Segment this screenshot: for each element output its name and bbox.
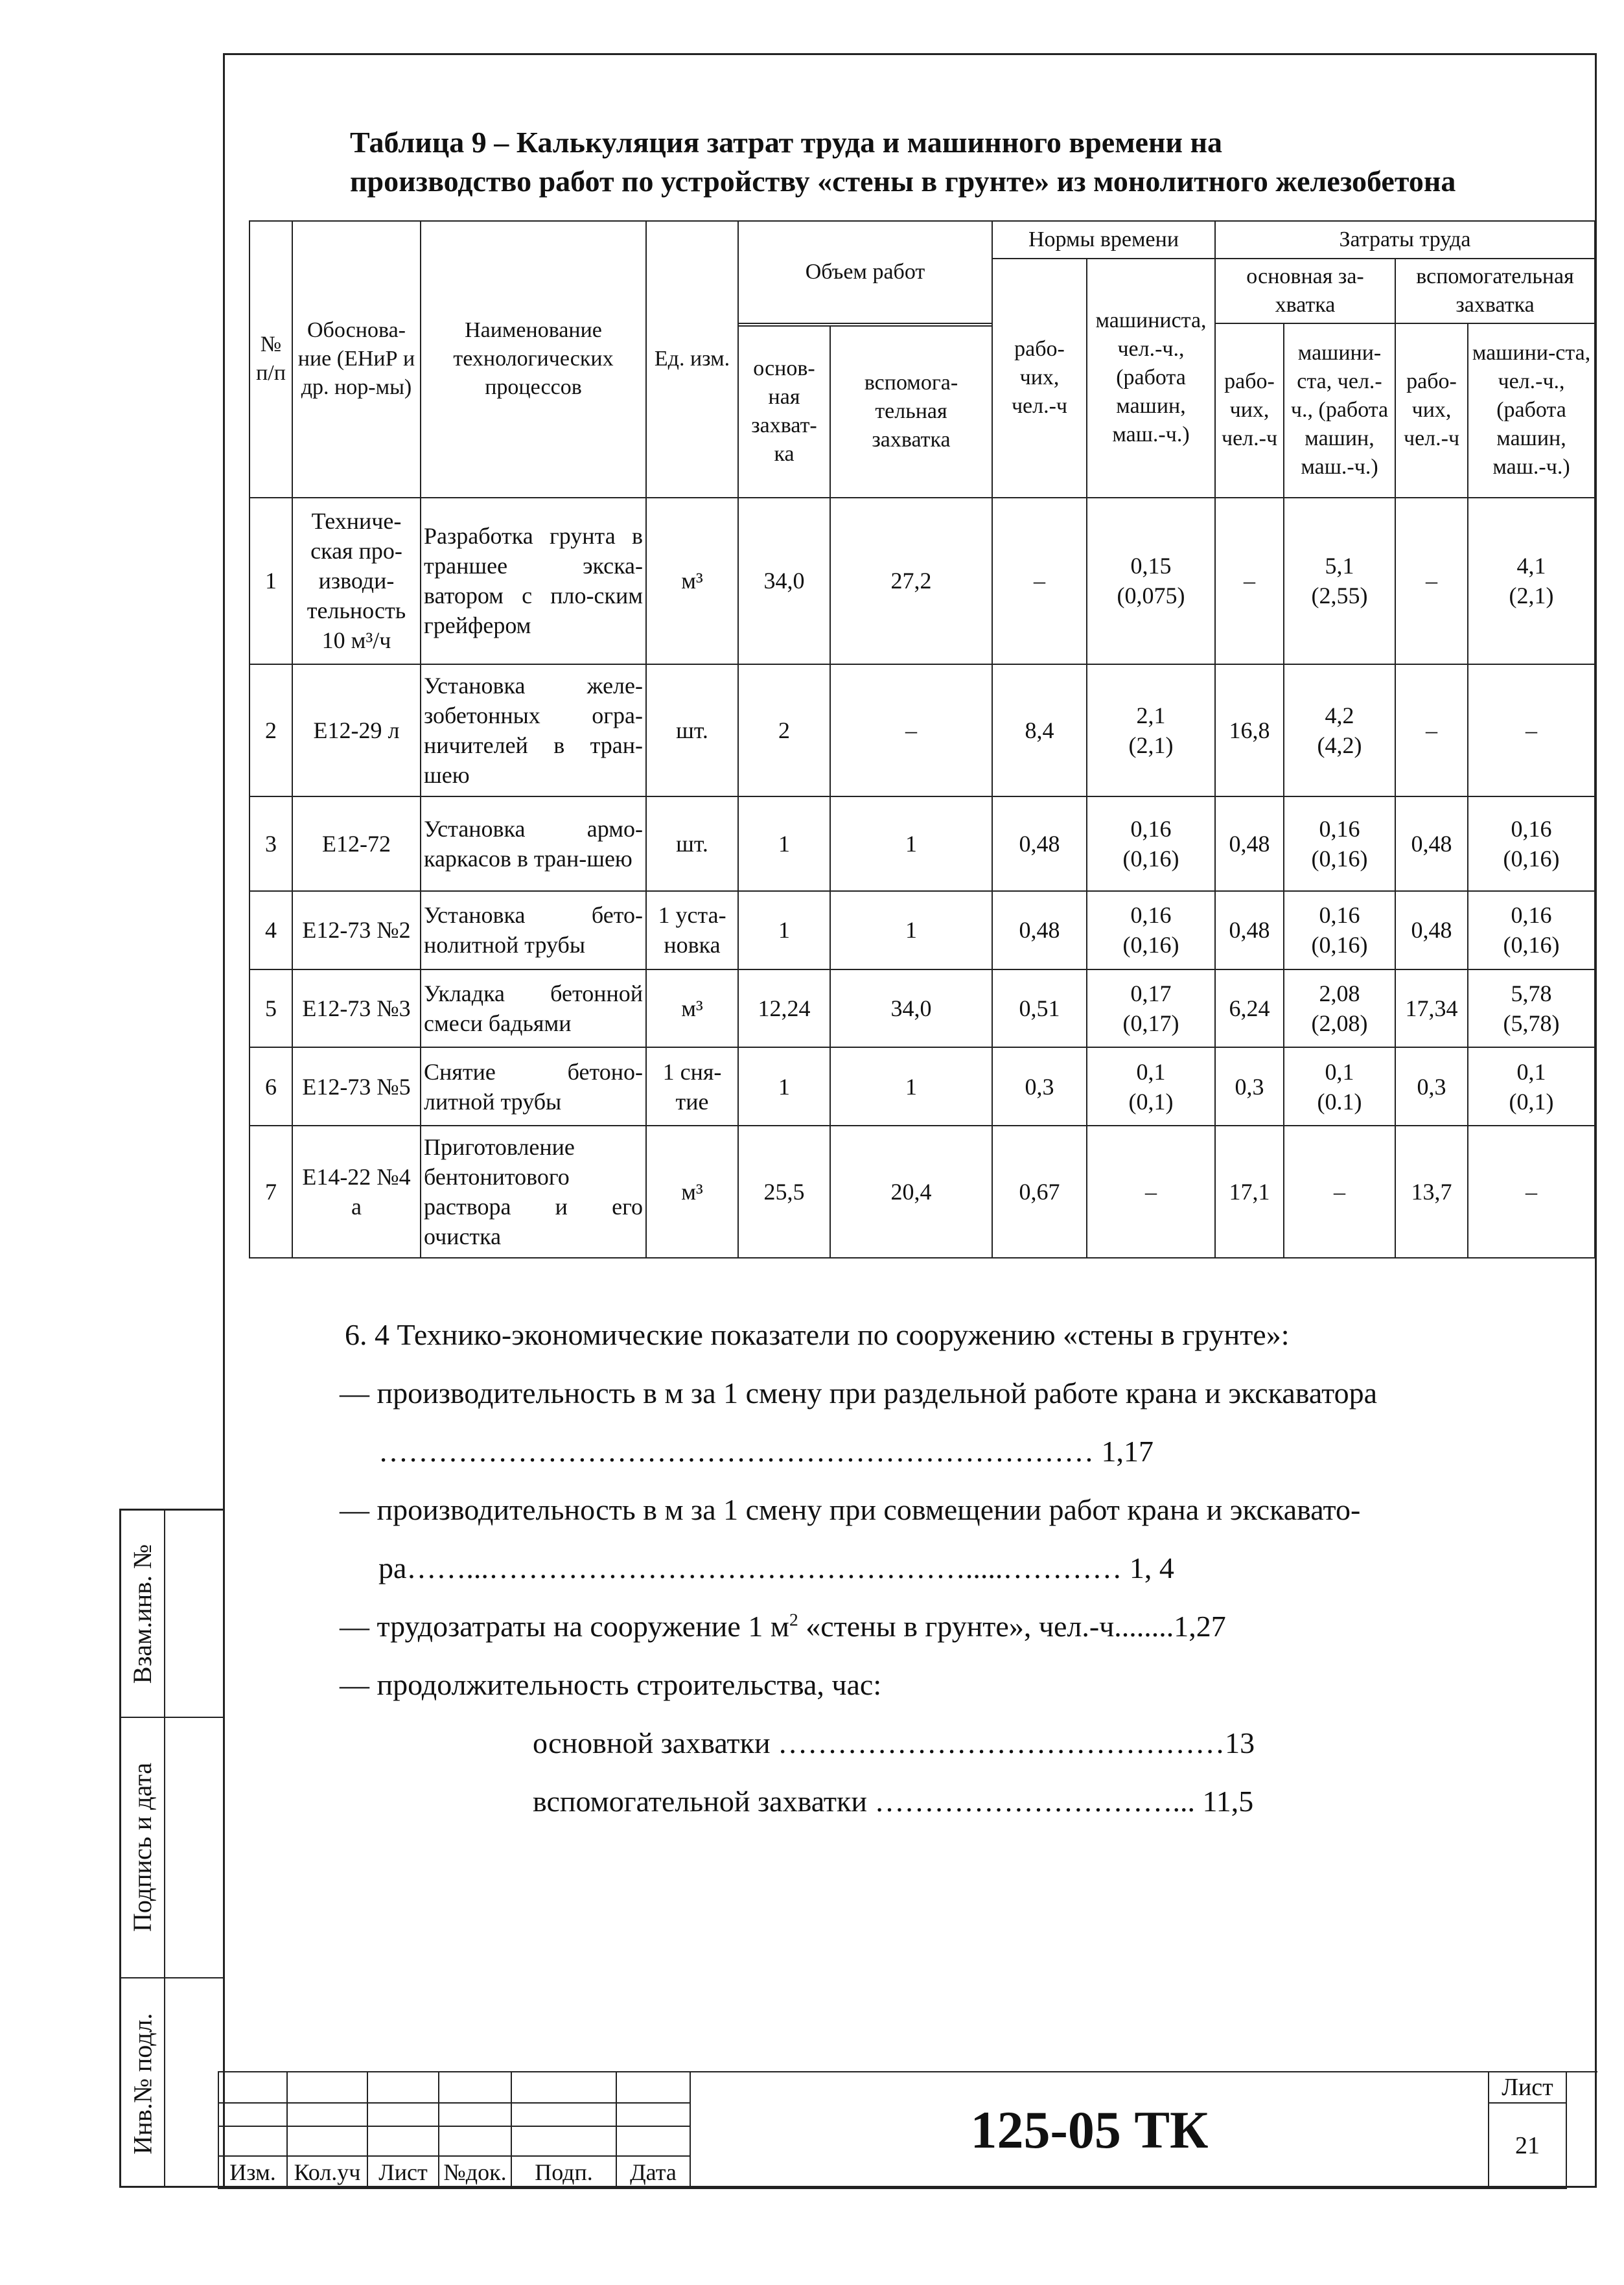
side-stamp	[119, 1509, 223, 2188]
indicator-line: — продолжительность строительства, час:	[340, 1668, 882, 1701]
cell-labor-aux-machinist	[1468, 1126, 1595, 1258]
cell-norm-workers: 0,67	[992, 1126, 1087, 1258]
cell-value: 2,1	[1136, 702, 1166, 729]
header-norms-machinist: машиниста, чел.-ч., (работа машин, маш.-ч.)	[1087, 259, 1215, 497]
cell-labor-main-machinist	[1284, 664, 1395, 796]
header-unit: Ед. изм.	[646, 221, 738, 498]
cell-labor-aux-machinist	[1468, 1047, 1595, 1126]
sheet-label: Лист	[1489, 2072, 1566, 2103]
cell-num: 7	[249, 1126, 292, 1258]
cell-labor-aux-machinist	[1468, 969, 1595, 1048]
indicator-value: основной захватки ………………………………………13	[533, 1726, 1255, 1759]
header-labor-main-workers: рабо-чих, чел.-ч	[1215, 323, 1284, 497]
cell-basis: Техниче-ская про-изводи-тельность 10 м³/ч	[292, 498, 421, 665]
cell-process-name: Снятие бетоно-литной трубы	[421, 1047, 646, 1126]
cell-value: 0,1	[1136, 1058, 1166, 1085]
header-volume-main: основ-ная захват-ка	[738, 326, 830, 497]
cell-value: 5,1	[1325, 553, 1354, 579]
cell-labor-aux-workers: 0,48	[1395, 891, 1468, 969]
cell-process-name: Укладка бетонной смеси бадьями	[421, 969, 646, 1048]
cell-labor-main-machinist	[1284, 796, 1395, 891]
stamp-col-ndok: №док.	[439, 2156, 511, 2188]
header-labor: Затраты труда	[1215, 221, 1595, 259]
cell-value-machine: (0.1)	[1317, 1088, 1362, 1115]
header-labor-aux: вспомогательная захватка	[1395, 259, 1595, 323]
cell-labor-main-workers: 0,48	[1215, 796, 1284, 891]
sheet-number: 21	[1489, 2103, 1566, 2188]
cell-volume-aux: 27,2	[830, 498, 992, 665]
cell-unit: м³	[646, 1126, 738, 1258]
cell-volume-main: 12,24	[738, 969, 830, 1048]
indicators-heading: 6. 4 Технико-экономические показатели по сооружению «стены в грунте»:	[345, 1318, 1290, 1351]
cell-volume-main: 25,5	[738, 1126, 830, 1258]
cell-value: 0,16	[1130, 816, 1172, 842]
indicator-value: ра……...………………………………………….....………… 1, 4	[378, 1551, 1174, 1584]
cell-norm-workers: –	[992, 498, 1087, 665]
cell-process-name: Установка бето-нолитной трубы	[421, 891, 646, 969]
cell-basis: Е12-73 №2	[292, 891, 421, 969]
cell-process-name: Приготовление бентонитового раствора и его очистка	[421, 1126, 646, 1258]
cell-process-name: Разработка грунта в траншее экска-ватором с пло-ским грейфером	[421, 498, 646, 665]
cell-norm-machinist	[1087, 498, 1215, 665]
cell-basis: Е12-29 л	[292, 664, 421, 796]
header-process-name: Наименование технологических процессов	[421, 221, 646, 498]
cell-volume-main: 1	[738, 1047, 830, 1126]
cell-value-machine: (0,16)	[1503, 932, 1560, 958]
cell-value: 0,16	[1319, 902, 1360, 929]
stamp-col-podp: Подп.	[511, 2156, 616, 2188]
table-row	[249, 498, 1595, 665]
stamp-col-data: Дата	[616, 2156, 690, 2188]
side-label-signature-date: Подпись и дата	[128, 1762, 157, 1932]
cell-norm-machinist	[1087, 969, 1215, 1048]
header-norms: Нормы времени	[992, 221, 1215, 259]
cell-norm-machinist	[1087, 1047, 1215, 1126]
cell-labor-aux-machinist	[1468, 796, 1595, 891]
cell-num: 6	[249, 1047, 292, 1126]
table-row	[249, 664, 1595, 796]
stamp-col-kolvo: Кол.уч	[287, 2156, 367, 2188]
cell-labor-main-machinist	[1284, 969, 1395, 1048]
cell-value: 0,16	[1319, 816, 1360, 842]
cell-value: 2,08	[1319, 980, 1360, 1007]
cell-value-machine: (0,16)	[1311, 846, 1368, 872]
cell-labor-aux-workers: 17,34	[1395, 969, 1468, 1048]
cell-norm-machinist	[1087, 664, 1215, 796]
cell-num: 4	[249, 891, 292, 969]
cell-unit: шт.	[646, 796, 738, 891]
cell-value-machine: (2,1)	[1128, 732, 1174, 759]
cell-num: 1	[249, 498, 292, 665]
cell-value-machine: (0,1)	[1509, 1088, 1554, 1115]
indicator-value: вспомогательной захватки …………………………... 11,5	[533, 1785, 1254, 1818]
header-labor-aux-machinist: машини-ста, чел.-ч., (работа машин, маш.-ч.)	[1468, 323, 1595, 497]
cell-volume-aux: 20,4	[830, 1126, 992, 1258]
cell-value: –	[1334, 1179, 1346, 1205]
cell-value-machine: (2,55)	[1311, 583, 1368, 609]
cell-unit: м³	[646, 969, 738, 1048]
cell-value-machine: (0,16)	[1503, 846, 1560, 872]
cell-norm-machinist	[1087, 796, 1215, 891]
cell-value: –	[1525, 1179, 1538, 1205]
cell-process-name: Установка армо-каркасов в тран-шею	[421, 796, 646, 891]
cell-labor-main-workers: 0,48	[1215, 891, 1284, 969]
cell-process-name: Установка желе-зобетонных огра-ничителей в тран-шею	[421, 664, 646, 796]
header-labor-aux-workers: рабо-чих, чел.-ч	[1395, 323, 1468, 497]
cell-value: 0,16	[1511, 816, 1552, 842]
cell-value-machine: (0,1)	[1128, 1088, 1174, 1115]
cell-value: 4,1	[1516, 553, 1546, 579]
stamp-col-izm: Изм.	[218, 2156, 287, 2188]
cell-norm-workers: 0,48	[992, 796, 1087, 891]
cell-num: 2	[249, 664, 292, 796]
cell-unit: 1 уста-новка	[646, 891, 738, 969]
cell-volume-main: 1	[738, 796, 830, 891]
header-volume: Объем работ	[738, 221, 992, 323]
cell-unit: шт.	[646, 664, 738, 796]
side-label-replace-inv: Взам.инв. №	[128, 1544, 157, 1684]
cell-labor-main-machinist	[1284, 1047, 1395, 1126]
cell-norm-workers: 0,3	[992, 1047, 1087, 1126]
indicator-sup: 2	[789, 1609, 798, 1630]
cell-labor-main-workers: 17,1	[1215, 1126, 1284, 1258]
header-norms-workers: рабо-чих, чел.-ч	[992, 259, 1087, 497]
cell-value-machine: (0,16)	[1122, 932, 1179, 958]
indicator-value: ……………………………………………………………… 1,17	[378, 1435, 1154, 1468]
cell-volume-main: 2	[738, 664, 830, 796]
cell-num: 3	[249, 796, 292, 891]
cell-labor-main-workers: 6,24	[1215, 969, 1284, 1048]
cell-value: 0,15	[1130, 553, 1172, 579]
cell-volume-main: 1	[738, 891, 830, 969]
cell-norm-machinist	[1087, 1126, 1215, 1258]
table-row	[249, 1126, 1595, 1258]
cell-unit-text: м³	[681, 568, 703, 594]
labor-cost-table	[249, 220, 1595, 1258]
cell-labor-main-machinist	[1284, 891, 1395, 969]
table-row	[249, 969, 1595, 1048]
header-volume-aux: вспомога-тельная захватка	[830, 326, 992, 497]
cell-volume-aux: 34,0	[830, 969, 992, 1048]
cell-value-machine: (5,78)	[1503, 1010, 1560, 1037]
cell-value-machine: (0,17)	[1122, 1010, 1179, 1037]
cell-labor-aux-workers: 0,3	[1395, 1047, 1468, 1126]
cell-volume-aux: 1	[830, 1047, 992, 1126]
cell-labor-main-workers: 0,3	[1215, 1047, 1284, 1126]
cell-labor-main-workers: –	[1215, 498, 1284, 665]
cell-value: –	[1145, 1179, 1157, 1205]
cell-basis: Е12-73 №5	[292, 1047, 421, 1126]
title-block	[218, 2071, 1597, 2189]
table-row	[249, 891, 1595, 969]
header-labor-main-machinist: машини-ста, чел.-ч., (работа машин, маш.-ч.)	[1284, 323, 1395, 497]
table-title	[350, 123, 1581, 201]
indicator-line: — производительность в м за 1 смену при совмещении работ крана и экскавато-	[340, 1493, 1361, 1526]
indicator-text: — трудозатраты на сооружение 1 м	[340, 1610, 789, 1643]
cell-volume-main: 34,0	[738, 498, 830, 665]
cell-value: 0,16	[1511, 902, 1552, 929]
cell-value-machine: (0,075)	[1117, 583, 1185, 609]
table-title-line2: производство работ по устройству «стены в грунте» из монолитного железобетона	[350, 165, 1456, 198]
cell-norm-workers: 0,48	[992, 891, 1087, 969]
cell-labor-aux-workers: 0,48	[1395, 796, 1468, 891]
cell-norm-workers: 0,51	[992, 969, 1087, 1048]
cell-unit: 1 сня-тие	[646, 1047, 738, 1126]
cell-labor-aux-workers: 13,7	[1395, 1126, 1468, 1258]
cell-volume-aux: –	[830, 664, 992, 796]
cell-labor-aux-workers: –	[1395, 498, 1468, 665]
cell-value: 0,16	[1130, 902, 1172, 929]
cell-basis: Е14-22 №4 а	[292, 1126, 421, 1258]
cell-value-machine: (2,08)	[1311, 1010, 1368, 1037]
cell-basis: Е12-73 №3	[292, 969, 421, 1048]
cell-labor-main-machinist	[1284, 1126, 1395, 1258]
cell-norm-workers: 8,4	[992, 664, 1087, 796]
stamp-col-list: Лист	[367, 2156, 439, 2188]
cell-volume-aux: 1	[830, 891, 992, 969]
cell-value: 4,2	[1325, 702, 1354, 729]
cell-value: 0,1	[1325, 1058, 1354, 1085]
cell-basis: Е12-72	[292, 796, 421, 891]
cell-labor-aux-machinist	[1468, 891, 1595, 969]
cell-value: –	[1525, 717, 1538, 744]
cell-labor-aux-machinist	[1468, 498, 1595, 665]
indicator-text: «стены в грунте», чел.-ч........1,27	[798, 1610, 1226, 1643]
cell-value-machine: (4,2)	[1317, 732, 1362, 759]
cell-unit	[646, 498, 738, 665]
cell-value-machine: (0,16)	[1122, 846, 1179, 872]
header-basis: Обоснова-ние (ЕНиР и др. нор-мы)	[292, 221, 421, 498]
cell-labor-main-machinist	[1284, 498, 1395, 665]
table-row	[249, 1047, 1595, 1126]
cell-value-machine: (0,16)	[1311, 932, 1368, 958]
indicators-section	[340, 1306, 1563, 1831]
cell-labor-main-workers: 16,8	[1215, 664, 1284, 796]
cell-value: 5,78	[1511, 980, 1552, 1007]
cell-value-machine: (2,1)	[1509, 583, 1554, 609]
indicator-line	[340, 1597, 1563, 1656]
header-labor-main: основная за-хватка	[1215, 259, 1395, 323]
side-label-inv-original: Инв.№ подл.	[128, 2013, 157, 2154]
header-num: № п/п	[249, 221, 292, 498]
cell-labor-aux-machinist	[1468, 664, 1595, 796]
document-code: 125-05 ТК	[690, 2072, 1489, 2188]
cell-labor-aux-workers: –	[1395, 664, 1468, 796]
table-row	[249, 796, 1595, 891]
cell-value: 0,17	[1130, 980, 1172, 1007]
cell-norm-machinist	[1087, 891, 1215, 969]
indicator-line: — производительность в м за 1 смену при раздельной работе крана и экскаватора	[340, 1376, 1378, 1409]
table-title-line1: Таблица 9 – Калькуляция затрат труда и машинного времени на	[350, 126, 1222, 159]
cell-volume-aux: 1	[830, 796, 992, 891]
cell-value: 0,1	[1516, 1058, 1546, 1085]
cell-num: 5	[249, 969, 292, 1048]
